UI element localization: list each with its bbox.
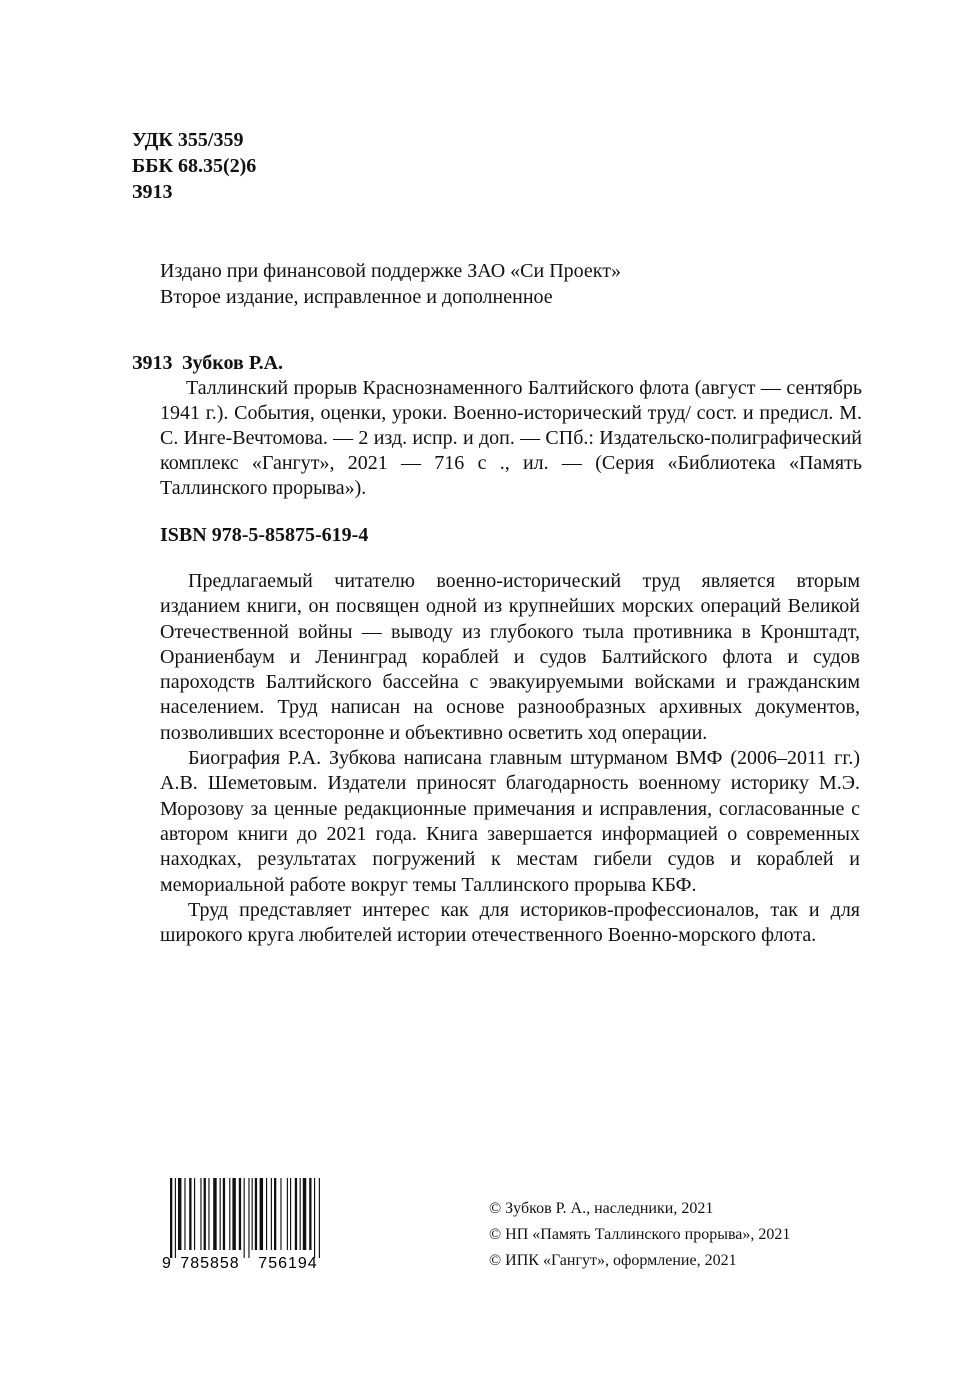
abstract-paragraph: Труд представляет интерес как для историков-профессионалов, так и для широкого круга любителей истории отечественного Военно-морского флота. bbox=[160, 898, 860, 947]
udk-code: УДК 355/359 bbox=[132, 129, 244, 151]
barcode-bar bbox=[314, 1178, 315, 1258]
entry-description: Таллинский прорыв Краснознаменного Балтийского флота (август — сентябрь 1941 г.). События, оценки, уроки. Военно-исторический труд/ сост. и предисл. М. С. Инге-Вечтомова. — 2 изд. испр. и доп. — СПб.: Издательско-полиграфический комплекс «Гангут», 2021 — 716 с ., ил. — (Серия «Библиотека «Память Таллинского прорыва»). bbox=[160, 377, 862, 499]
barcode-left-digits: 785858 bbox=[180, 1255, 240, 1272]
barcode-bar bbox=[213, 1178, 216, 1250]
barcode-bar bbox=[266, 1178, 267, 1250]
abstract bbox=[160, 569, 860, 948]
entry-description-block bbox=[160, 376, 862, 501]
barcode-bar bbox=[274, 1178, 276, 1250]
bibliographic-entry bbox=[132, 351, 862, 501]
funding-note: Издано при финансовой поддержке ЗАО «Си Проект» bbox=[160, 260, 621, 282]
barcode-bar bbox=[319, 1178, 320, 1258]
barcode-bar bbox=[303, 1178, 306, 1250]
barcode-bar bbox=[189, 1178, 191, 1250]
copyright-block bbox=[489, 1196, 790, 1274]
abstract-paragraph: Биография Р.А. Зубкова написана главным штурманом ВМФ (2006–2011 гг.) А.В. Шеметовым. Издатели приносят благодарность военному историку М.Э. Морозову за ценные редакционные примечания и исправления, согласованные с автором книги до 2021 года. Книга завершается информацией о современных находках, результатах погружений к местам гибели судов и кораблей и мемориальной работе вокруг темы Таллинского прорыва КБФ. bbox=[160, 747, 860, 896]
barcode-bar bbox=[175, 1178, 176, 1258]
author-mark: З913 bbox=[132, 181, 173, 203]
barcode-bar bbox=[178, 1178, 181, 1250]
publication-notes bbox=[160, 258, 621, 310]
barcode-bar bbox=[232, 1178, 235, 1250]
edition-note: Второе издание, исправленное и дополненное bbox=[160, 286, 553, 308]
barcode-bar bbox=[290, 1178, 291, 1250]
barcode-first-digit: 9 bbox=[162, 1255, 171, 1272]
entry-heading bbox=[132, 351, 862, 376]
barcode-right-digits: 756194 bbox=[258, 1255, 318, 1272]
isbn-barcode bbox=[162, 1178, 334, 1273]
barcode-bar bbox=[204, 1178, 206, 1250]
barcode-bar bbox=[248, 1178, 249, 1258]
copyright-line: © НП «Память Таллинского прорыва», 2021 bbox=[489, 1226, 791, 1243]
barcode-bar bbox=[309, 1178, 311, 1250]
barcode-bars bbox=[162, 1178, 334, 1273]
barcode-bar bbox=[252, 1178, 253, 1250]
copyright-line: © Зубков Р. А., наследники, 2021 bbox=[489, 1200, 714, 1217]
barcode-bar bbox=[255, 1178, 257, 1250]
barcode-bar bbox=[280, 1178, 281, 1250]
barcode-bar bbox=[287, 1178, 288, 1250]
barcode-bar bbox=[220, 1178, 221, 1250]
barcode-bar bbox=[223, 1178, 225, 1250]
entry-cutter: З913 bbox=[132, 352, 173, 374]
copyright-line: © ИПК «Гангут», оформление, 2021 bbox=[489, 1252, 737, 1269]
barcode-bar bbox=[300, 1178, 301, 1250]
abstract-paragraph: Предлагаемый читателю военно-исторический труд является вторым изданием книги, он посвящен одной из крупнейших морских операций Великой Отечественной войны — выводу из глубокого тыла противника в Кронштадт, Ораниенбаум и Ленинград кораблей и судов Балтийского флота и судов пароходств Балтийского бассейна с эвакуируемыми войсками и гражданским населением. Труд написан на основе разнообразных архивных документов, позволивших всесторонне и объективно осветить ход операции. bbox=[160, 570, 860, 744]
classification-codes bbox=[132, 127, 256, 205]
barcode-bar bbox=[260, 1178, 263, 1250]
barcode-bar bbox=[194, 1178, 195, 1250]
barcode-bar bbox=[170, 1178, 172, 1258]
barcode-bar bbox=[208, 1178, 209, 1250]
barcode-bar bbox=[229, 1178, 230, 1250]
barcode-bar bbox=[271, 1178, 272, 1250]
barcode-bar bbox=[244, 1178, 245, 1258]
barcode-bar bbox=[184, 1178, 185, 1250]
isbn: ISBN 978-5-85875-619-4 bbox=[160, 524, 369, 546]
entry-author: Зубков Р.А. bbox=[182, 352, 284, 374]
barcode-bar bbox=[239, 1178, 241, 1250]
barcode-bar bbox=[295, 1178, 297, 1250]
bbk-code: ББК 68.35(2)6 bbox=[132, 155, 257, 177]
barcode-bar bbox=[200, 1178, 201, 1250]
